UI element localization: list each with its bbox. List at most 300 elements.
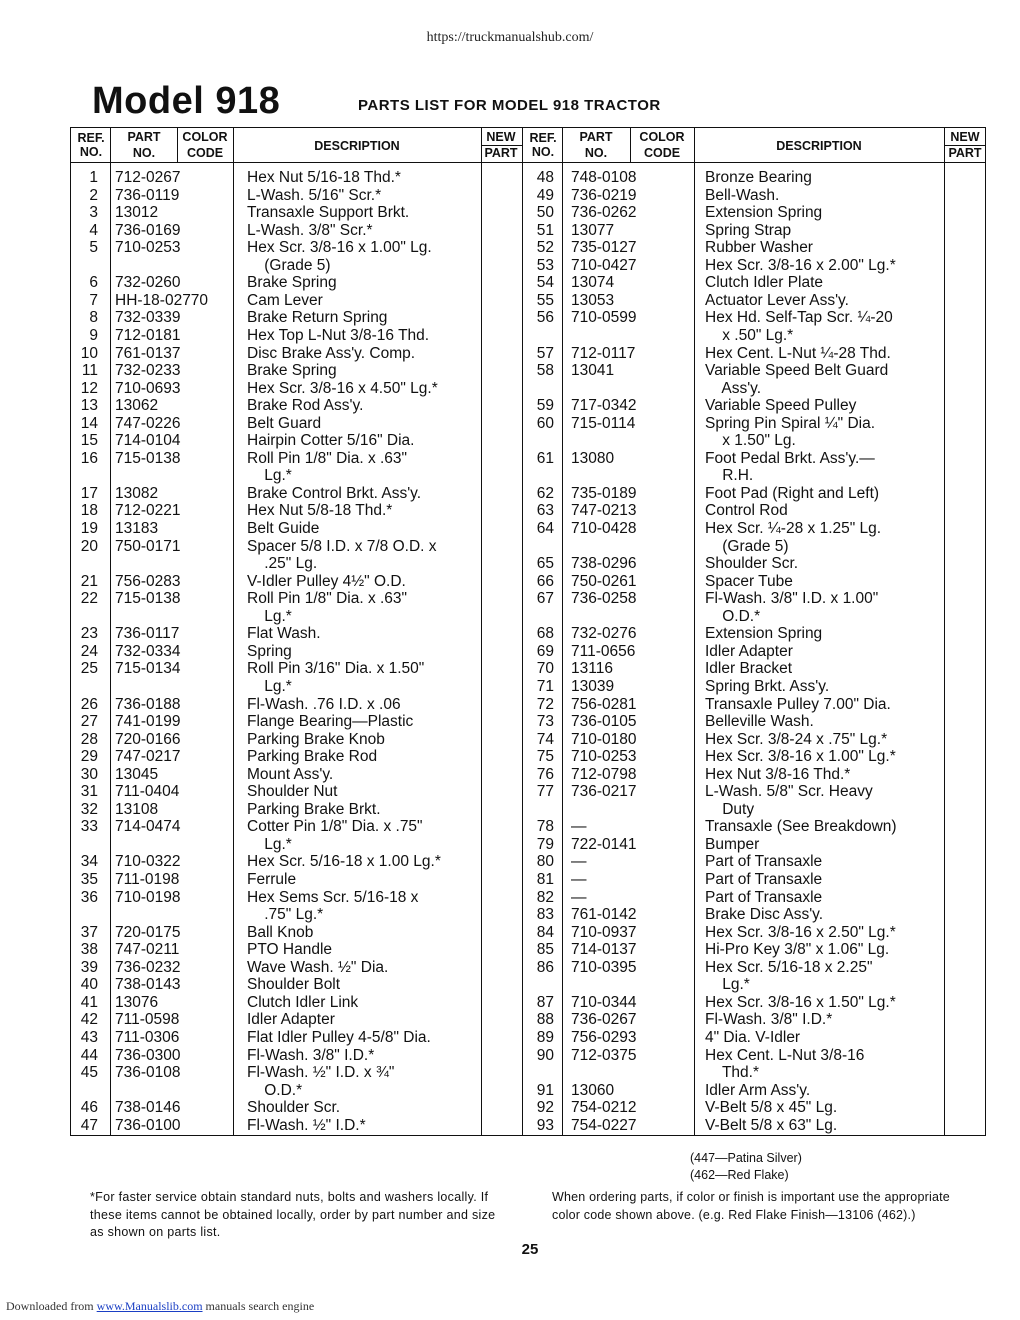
part-description: Control Rod bbox=[705, 502, 788, 520]
parts-list-subtitle: PARTS LIST FOR MODEL 918 TRACTOR bbox=[358, 97, 661, 114]
part-description: Fl-Wash. ½" I.D.* bbox=[247, 1116, 366, 1134]
part-number: 13074 bbox=[571, 274, 615, 292]
header-new-right-top: NEW bbox=[950, 130, 980, 144]
part-description: Transaxle Pulley 7.00" Dia. bbox=[705, 695, 891, 713]
table-row bbox=[71, 836, 985, 854]
part-description: Brake Control Brkt. Ass'y. bbox=[247, 484, 422, 502]
ref-number: 73 bbox=[536, 713, 554, 731]
ref-number: 18 bbox=[80, 502, 98, 520]
ref-number: 76 bbox=[536, 765, 554, 783]
part-number: 710-0253 bbox=[115, 239, 181, 257]
ref-number: 60 bbox=[536, 414, 554, 432]
part-description: Hairpin Cotter 5/16" Dia. bbox=[247, 432, 415, 450]
rule-part-color-right bbox=[630, 128, 631, 162]
source-url: https://truckmanualshub.com/ bbox=[426, 30, 594, 45]
table-row bbox=[71, 573, 985, 591]
ref-number: 36 bbox=[80, 888, 98, 906]
part-description: Lg.* bbox=[247, 835, 292, 853]
part-number: 712-0221 bbox=[115, 502, 181, 520]
part-description: Bell-Wash. bbox=[705, 186, 780, 204]
part-number: 736-0105 bbox=[571, 713, 637, 731]
manualslib-link[interactable]: www.Manualslib.com bbox=[96, 1299, 203, 1313]
part-description: Parking Brake Rod bbox=[247, 748, 378, 766]
ref-number: 83 bbox=[536, 906, 554, 924]
part-number: 710-0253 bbox=[571, 748, 637, 766]
ref-number: 38 bbox=[80, 941, 98, 959]
ref-number: 67 bbox=[536, 590, 554, 608]
part-description: Cam Lever bbox=[247, 291, 323, 309]
ref-number: 61 bbox=[536, 449, 554, 467]
part-description: Hex Cent. L-Nut ¼-28 Thd. bbox=[705, 344, 891, 362]
part-description: Disc Brake Ass'y. Comp. bbox=[247, 344, 416, 362]
part-description: 4" Dia. V-Idler bbox=[705, 1028, 801, 1046]
part-description: Belt Guard bbox=[247, 414, 322, 432]
header-ref-right: REF. NO. bbox=[529, 131, 557, 159]
part-number: 738-0146 bbox=[115, 1099, 181, 1117]
ref-number: 15 bbox=[80, 432, 98, 450]
part-number: 736-0108 bbox=[115, 1064, 181, 1082]
part-number: 754-0212 bbox=[571, 1099, 637, 1117]
part-description: .25" Lg. bbox=[247, 555, 318, 573]
ref-number: 85 bbox=[536, 941, 554, 959]
table-row bbox=[71, 345, 985, 363]
part-number: HH-18-02770 bbox=[115, 291, 209, 309]
part-number: 715-0134 bbox=[115, 660, 181, 678]
ref-number: 23 bbox=[80, 625, 98, 643]
ref-number: 68 bbox=[536, 625, 554, 643]
table-row-continuation bbox=[71, 608, 985, 626]
part-description: Wave Wash. ½" Dia. bbox=[247, 958, 389, 976]
header-part-left-top: PART bbox=[127, 130, 161, 144]
table-row bbox=[71, 1082, 985, 1100]
header-desc-left: DESCRIPTION bbox=[314, 139, 400, 153]
part-number: 13060 bbox=[571, 1081, 615, 1099]
table-row-continuation bbox=[71, 380, 985, 398]
part-number: 738-0296 bbox=[571, 555, 637, 573]
ref-number: 3 bbox=[89, 204, 98, 222]
part-number: 13183 bbox=[115, 520, 159, 537]
part-number: 712-0117 bbox=[571, 344, 636, 362]
part-number: 13108 bbox=[115, 800, 159, 818]
table-row bbox=[71, 362, 985, 380]
ref-number: 16 bbox=[80, 449, 98, 467]
ref-number: 63 bbox=[536, 502, 554, 520]
part-description: Cotter Pin 1/8" Dia. x .75" bbox=[247, 818, 423, 836]
part-number: 736-0169 bbox=[115, 221, 181, 239]
part-number: 735-0189 bbox=[571, 484, 637, 502]
ref-number: 50 bbox=[536, 204, 554, 222]
table-row bbox=[71, 941, 985, 959]
header-new-right-bottom: PART bbox=[948, 146, 982, 160]
part-description: Ferrule bbox=[247, 871, 297, 888]
footnote-color-ordering: When ordering parts, if color or finish is important use the appropriate color code shown above. (e.g. Red Flake Finish—13106 (462).) bbox=[552, 1190, 950, 1222]
part-description: Part of Transaxle bbox=[705, 853, 823, 871]
part-number: 712-0267 bbox=[115, 169, 181, 186]
part-description: Clutch Idler Link bbox=[247, 993, 359, 1011]
part-number: 732-0334 bbox=[115, 642, 181, 660]
part-description: Part of Transaxle bbox=[705, 871, 823, 888]
part-description: R.H. bbox=[705, 467, 754, 485]
ref-number: 66 bbox=[536, 572, 554, 590]
model-title: Model 918 bbox=[92, 80, 281, 122]
part-description: Fl-Wash. .76 I.D. x .06 bbox=[247, 695, 401, 713]
part-description: Bumper bbox=[705, 835, 760, 853]
part-description: Brake Return Spring bbox=[247, 309, 388, 327]
ref-number: 32 bbox=[80, 800, 98, 818]
part-number: 747-0226 bbox=[115, 414, 181, 432]
part-description: O.D.* bbox=[247, 1081, 303, 1099]
ref-number: 25 bbox=[80, 660, 98, 678]
part-description: Part of Transaxle bbox=[705, 888, 823, 906]
header-color-left-top: COLOR bbox=[182, 130, 228, 144]
part-description: Lg.* bbox=[247, 607, 292, 625]
part-number: 712-0375 bbox=[571, 1046, 637, 1064]
part-description: Spring bbox=[247, 642, 292, 660]
table-row bbox=[71, 643, 985, 661]
part-number: 736-0258 bbox=[571, 590, 637, 608]
part-number: 714-0474 bbox=[115, 818, 181, 836]
table-row bbox=[71, 731, 985, 749]
part-number: 13076 bbox=[115, 993, 159, 1011]
header-new-left-bottom: PART bbox=[484, 146, 518, 160]
ref-number: 55 bbox=[536, 291, 554, 309]
ref-number: 90 bbox=[536, 1046, 554, 1064]
ref-number: 57 bbox=[536, 344, 554, 362]
ref-number: 39 bbox=[80, 958, 98, 976]
ref-number: 58 bbox=[536, 362, 554, 380]
part-number: 710-0344 bbox=[571, 993, 637, 1011]
part-number: — bbox=[571, 853, 587, 871]
ref-number: 34 bbox=[80, 853, 98, 871]
ref-number: 6 bbox=[89, 274, 98, 292]
part-description: Parking Brake Knob bbox=[247, 730, 385, 748]
ref-number: 89 bbox=[536, 1028, 554, 1046]
ref-number: 88 bbox=[536, 1011, 554, 1029]
part-description: Extension Spring bbox=[705, 204, 823, 222]
ref-number: 43 bbox=[80, 1028, 98, 1046]
table-row bbox=[71, 924, 985, 942]
ref-number: 7 bbox=[89, 291, 98, 309]
part-description: Shoulder Bolt bbox=[247, 976, 341, 994]
download-footer bbox=[6, 1299, 314, 1314]
part-description: Hex Top L-Nut 3/8-16 Thd. bbox=[247, 326, 430, 344]
ref-number: 62 bbox=[536, 484, 554, 502]
part-description: Shoulder Scr. bbox=[247, 1099, 341, 1117]
table-row bbox=[71, 696, 985, 714]
part-description: Ball Knob bbox=[247, 923, 314, 941]
part-number: 736-0219 bbox=[571, 186, 637, 204]
header-color-left-bottom: CODE bbox=[186, 146, 224, 160]
part-description: Idler Bracket bbox=[705, 660, 793, 678]
ref-number: 75 bbox=[536, 748, 554, 766]
table-row bbox=[71, 871, 985, 889]
table-row bbox=[71, 678, 985, 696]
part-description: Roll Pin 3/16" Dia. x 1.50" bbox=[247, 660, 425, 678]
part-number: 13082 bbox=[115, 484, 159, 502]
part-description: Flat Idler Pulley 4-5/8" Dia. bbox=[247, 1028, 431, 1046]
ref-number: 41 bbox=[80, 993, 98, 1011]
part-number: 714-0137 bbox=[571, 941, 637, 959]
part-description: Lg.* bbox=[247, 467, 292, 485]
ref-number: 86 bbox=[536, 958, 554, 976]
ref-number: 1 bbox=[89, 169, 98, 186]
ref-number: 9 bbox=[89, 326, 98, 344]
table-row-continuation bbox=[71, 467, 985, 485]
ref-number: 12 bbox=[80, 379, 98, 397]
part-description: Foot Pad (Right and Left) bbox=[705, 484, 880, 502]
part-number: 13053 bbox=[571, 291, 615, 309]
ref-number: 40 bbox=[80, 976, 98, 994]
part-number: 736-0117 bbox=[115, 625, 180, 643]
table-row bbox=[71, 590, 985, 608]
header-color-right-bottom: CODE bbox=[643, 146, 681, 160]
ref-number: 49 bbox=[536, 186, 554, 204]
part-number: 722-0141 bbox=[571, 835, 637, 853]
part-number: 735-0127 bbox=[571, 239, 637, 257]
ref-number: 31 bbox=[80, 783, 98, 801]
footnote-standard-hardware: *For faster service obtain standard nuts, bolts and washers locally. If these items cannot be obtained locally, order by part number and size as shown on parts list. bbox=[90, 1190, 496, 1239]
header-desc-right: DESCRIPTION bbox=[776, 139, 862, 153]
table-row bbox=[71, 1099, 985, 1117]
table-row-continuation bbox=[71, 432, 985, 450]
part-description: Roll Pin 1/8" Dia. x .63" bbox=[247, 590, 408, 608]
part-description: .75" Lg.* bbox=[247, 906, 324, 924]
ref-number: 56 bbox=[536, 309, 554, 327]
part-number: 710-0937 bbox=[571, 923, 637, 941]
header-part-right-top: PART bbox=[579, 130, 613, 144]
rule-new-split-right bbox=[944, 145, 986, 146]
ref-number: 13 bbox=[80, 397, 98, 415]
part-number: 710-0198 bbox=[115, 888, 181, 906]
table-row bbox=[71, 222, 985, 240]
part-description: Flat Wash. bbox=[247, 625, 321, 643]
part-description: Idler Adapter bbox=[705, 642, 793, 660]
part-number: 736-0267 bbox=[571, 1011, 637, 1029]
part-description: O.D.* bbox=[705, 607, 761, 625]
table-row bbox=[71, 713, 985, 731]
ref-number: 24 bbox=[80, 642, 98, 660]
ref-number: 28 bbox=[80, 730, 98, 748]
table-row bbox=[71, 994, 985, 1012]
ref-number: 79 bbox=[536, 835, 554, 853]
part-description: Belleville Wash. bbox=[705, 713, 814, 731]
ref-number: 21 bbox=[80, 572, 98, 590]
part-description: Lg.* bbox=[247, 677, 292, 695]
part-number: 715-0138 bbox=[115, 590, 181, 608]
rule-new-split-left bbox=[481, 145, 522, 146]
part-description: Hex Scr. 3/8-16 x 4.50" Lg.* bbox=[247, 379, 438, 397]
part-description: Brake Spring bbox=[247, 362, 337, 380]
part-description: Hex Nut 5/16-18 Thd.* bbox=[247, 169, 401, 186]
part-number: 754-0227 bbox=[571, 1116, 637, 1134]
part-number: 711-0198 bbox=[115, 871, 180, 888]
part-description: (Grade 5) bbox=[705, 537, 789, 555]
part-number: 738-0143 bbox=[115, 976, 181, 994]
part-number: 761-0142 bbox=[571, 906, 637, 924]
table-row bbox=[71, 292, 985, 310]
part-description: PTO Handle bbox=[247, 941, 333, 959]
table-row bbox=[71, 187, 985, 205]
ref-number: 26 bbox=[80, 695, 98, 713]
part-description: V-Belt 5/8 x 63" Lg. bbox=[705, 1116, 838, 1134]
part-number: 748-0108 bbox=[571, 169, 637, 186]
part-number: 750-0261 bbox=[571, 572, 637, 590]
part-number: 13012 bbox=[115, 204, 159, 222]
part-description: Ass'y. bbox=[705, 379, 762, 397]
table-row bbox=[71, 1029, 985, 1047]
part-number: 756-0293 bbox=[571, 1028, 637, 1046]
part-number: 710-0180 bbox=[571, 730, 637, 748]
part-number: 750-0171 bbox=[115, 537, 181, 555]
ref-number: 92 bbox=[536, 1099, 554, 1117]
table-row bbox=[71, 660, 985, 678]
part-number: 736-0232 bbox=[115, 958, 181, 976]
table-row bbox=[71, 415, 985, 433]
part-number: 711-0306 bbox=[115, 1028, 180, 1046]
part-number: 710-0428 bbox=[571, 520, 637, 537]
part-description: Roll Pin 1/8" Dia. x .63" bbox=[247, 449, 408, 467]
part-number: 712-0798 bbox=[571, 765, 637, 783]
part-description: Idler Arm Ass'y. bbox=[705, 1081, 811, 1099]
part-number: 13041 bbox=[571, 362, 615, 380]
part-description: Fl-Wash. ½" I.D. x ¾" bbox=[247, 1064, 395, 1082]
part-number: 720-0175 bbox=[115, 923, 181, 941]
ref-number: 2 bbox=[89, 186, 98, 204]
table-row bbox=[71, 309, 985, 327]
color-code-447: (447—Patina Silver) bbox=[690, 1151, 802, 1165]
ref-number: 14 bbox=[80, 414, 98, 432]
part-number: 711-0656 bbox=[571, 642, 636, 660]
part-description: Hex Scr. 3/8-16 x 1.00" Lg.* bbox=[705, 748, 896, 766]
part-description: L-Wash. 5/16" Scr.* bbox=[247, 186, 382, 204]
part-number: 732-0260 bbox=[115, 274, 181, 292]
part-description: Fl-Wash. 3/8" I.D.* bbox=[705, 1011, 833, 1029]
table-row-continuation bbox=[71, 538, 985, 556]
ref-number: 45 bbox=[80, 1064, 98, 1082]
table-row bbox=[71, 169, 985, 187]
part-description: Brake Disc Ass'y. bbox=[705, 906, 824, 924]
part-description: Spring Brkt. Ass'y. bbox=[705, 677, 830, 695]
part-number: 761-0137 bbox=[115, 344, 181, 362]
part-description: Fl-Wash. 3/8" I.D.* bbox=[247, 1046, 375, 1064]
part-number: 712-0181 bbox=[115, 326, 181, 344]
part-description: Spacer Tube bbox=[705, 572, 793, 590]
table-row bbox=[71, 520, 985, 538]
part-description: Spring Pin Spiral ¼" Dia. bbox=[705, 414, 876, 432]
table-row bbox=[71, 818, 985, 836]
ref-number: 80 bbox=[536, 853, 554, 871]
part-description: Shoulder Scr. bbox=[705, 555, 799, 573]
table-row bbox=[71, 783, 985, 801]
part-number: 715-0138 bbox=[115, 449, 181, 467]
table-row bbox=[71, 1011, 985, 1029]
part-number: 711-0598 bbox=[115, 1011, 180, 1029]
part-description: Hex Nut 3/8-16 Thd.* bbox=[705, 765, 851, 783]
ref-number: 52 bbox=[536, 239, 554, 257]
part-number: 732-0339 bbox=[115, 309, 181, 327]
part-number: 711-0404 bbox=[115, 783, 180, 801]
header-part-left-bottom: NO. bbox=[132, 146, 156, 160]
table-row bbox=[71, 450, 985, 468]
ref-number: 30 bbox=[80, 765, 98, 783]
part-description: Hex Scr. 5/16-18 x 2.25" bbox=[705, 958, 873, 976]
part-number: 732-0233 bbox=[115, 362, 181, 380]
part-number: 736-0262 bbox=[571, 204, 637, 222]
ref-number: 70 bbox=[536, 660, 554, 678]
part-description: L-Wash. 3/8" Scr.* bbox=[247, 221, 373, 239]
rule-part-color-left bbox=[177, 128, 178, 162]
table-row-continuation bbox=[71, 1064, 985, 1082]
part-description: Hex Sems Scr. 5/16-18 x bbox=[247, 888, 419, 906]
table-row bbox=[71, 502, 985, 520]
part-description: Hex Scr. 5/16-18 x 1.00 Lg.* bbox=[247, 853, 441, 871]
part-description: Mount Ass'y. bbox=[247, 765, 334, 783]
table-header bbox=[71, 128, 985, 163]
part-description: Spring Strap bbox=[705, 221, 792, 239]
footer-suffix: manuals search engine bbox=[205, 1299, 315, 1313]
ref-number: 69 bbox=[536, 642, 554, 660]
table-row bbox=[71, 397, 985, 415]
part-description: Hex Scr. 3/8-16 x 1.50" Lg.* bbox=[705, 993, 896, 1011]
part-number: — bbox=[571, 888, 587, 906]
ref-number: 44 bbox=[80, 1046, 98, 1064]
part-description: Foot Pedal Brkt. Ass'y.— bbox=[705, 449, 875, 467]
ref-number: 71 bbox=[536, 677, 554, 695]
part-description: Brake Rod Ass'y. bbox=[247, 397, 364, 415]
part-number: 756-0283 bbox=[115, 572, 181, 590]
page-number: 25 bbox=[521, 1241, 539, 1258]
part-description: Spacer 5/8 I.D. x 7/8 O.D. x bbox=[247, 537, 437, 555]
ref-number: 59 bbox=[536, 397, 554, 415]
part-number: 747-0217 bbox=[115, 748, 181, 766]
part-description: Thd.* bbox=[705, 1064, 759, 1082]
part-description: Hex Cent. L-Nut 3/8-16 bbox=[705, 1046, 865, 1064]
part-number: 736-0300 bbox=[115, 1046, 181, 1064]
ref-number: 4 bbox=[89, 221, 98, 239]
ref-number: 93 bbox=[536, 1116, 554, 1134]
part-description: Brake Spring bbox=[247, 274, 337, 292]
table-row bbox=[71, 906, 985, 924]
part-number: 756-0281 bbox=[571, 695, 637, 713]
table-row bbox=[71, 485, 985, 503]
part-description: L-Wash. 5/8" Scr. Heavy bbox=[705, 783, 873, 801]
ref-number: 17 bbox=[80, 484, 98, 502]
ref-number: 47 bbox=[80, 1116, 98, 1134]
part-number: 13116 bbox=[571, 660, 613, 678]
part-number: 13062 bbox=[115, 397, 159, 415]
part-description: Belt Guide bbox=[247, 520, 320, 537]
part-number: 741-0199 bbox=[115, 713, 181, 731]
ref-number: 48 bbox=[536, 169, 554, 186]
ref-number: 33 bbox=[80, 818, 98, 836]
part-description: x 1.50" Lg. bbox=[705, 432, 796, 450]
part-number: 13080 bbox=[571, 449, 615, 467]
part-description: Extension Spring bbox=[705, 625, 823, 643]
part-number: 715-0114 bbox=[571, 414, 636, 432]
ref-number: 51 bbox=[536, 221, 554, 239]
header-color-right-top: COLOR bbox=[639, 130, 685, 144]
part-number: 710-0599 bbox=[571, 309, 637, 327]
part-number: 710-0395 bbox=[571, 958, 637, 976]
part-description: x .50" Lg.* bbox=[705, 326, 794, 344]
ref-number: 78 bbox=[536, 818, 554, 836]
part-description: Variable Speed Pulley bbox=[705, 397, 857, 415]
ref-number: 82 bbox=[536, 888, 554, 906]
table-row bbox=[71, 555, 985, 573]
part-number: 747-0213 bbox=[571, 502, 637, 520]
part-description: Variable Speed Belt Guard bbox=[705, 362, 889, 380]
part-number: 710-0322 bbox=[115, 853, 181, 871]
